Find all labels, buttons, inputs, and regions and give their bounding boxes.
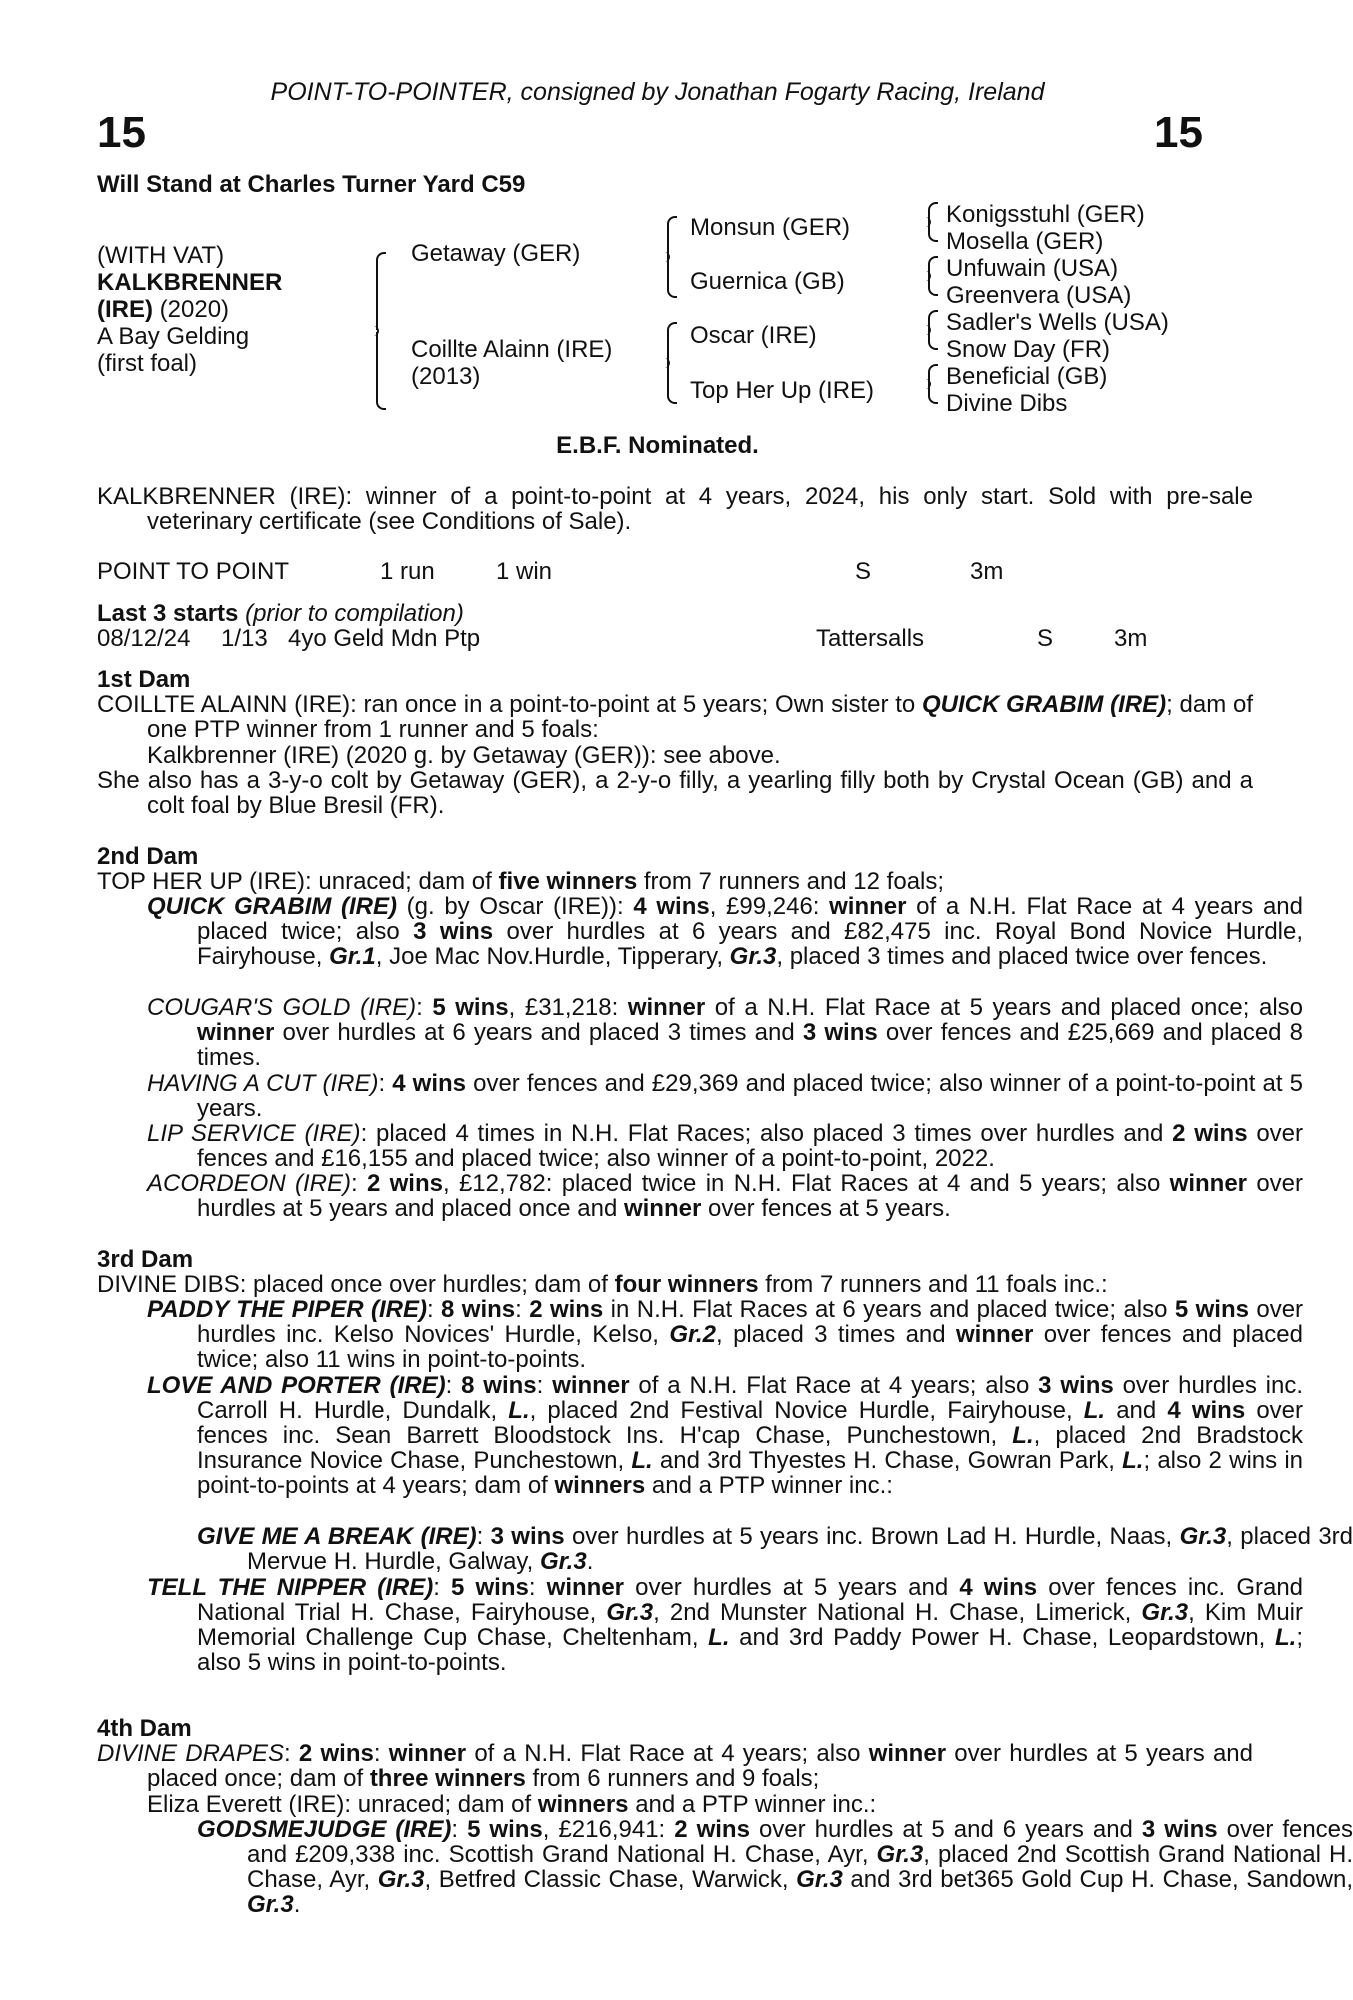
sire-dam: Guernica (GB) [690,268,845,295]
produce-godsmejudge: GODSMEJUDGE (IRE): 5 wins, £216,941: 2 wins over hurdles at 5 and 6 years and 3 wins over fences and £209,338 inc. Scottish Grand National H. Chase, Ayr, Gr.3, placed 2nd Scottish Grand National H. Chase, Ayr, Gr.3, Betfred Classic Chase, Warwick, Gr.3 and 3rd bet365 Gold Cup H. Chase, Sandown, Gr.3. [197,1816,1353,1918]
first-dam-title: 1st Dam [97,666,191,693]
record-going: S [855,558,872,585]
eliza-everett: Eliza Everett (IRE): unraced; dam of winners and a PTP winner inc.: [147,1791,877,1818]
stand-location: Will Stand at Charles Turner Yard C59 [97,171,526,198]
lot-number-right: 15 [1154,108,1203,157]
race-course: Tattersalls [816,625,925,652]
dss: Sadler's Wells (USA) [946,309,1169,336]
first-dam-produce: Kalkbrenner (IRE) (2020 g. by Getaway (GER)): see above. [147,742,781,769]
produce-having-a-cut: HAVING A CUT (IRE): 4 wins over fences and £29,369 and placed twice; also winner of a point-to-point at 5 years. [147,1070,1303,1122]
dds: Beneficial (GB) [946,363,1108,390]
record-runs: 1 run [380,558,435,585]
horse-country: (IRE) [97,296,153,323]
pedigree-brace-gen3-2 [928,256,940,296]
sire-sire: Monsun (GER) [690,214,851,241]
produce-love-and-porter: LOVE AND PORTER (IRE): 8 wins: winner of a N.H. Flat Race at 4 years; also 3 wins over hurdles inc. Carroll H. Hurdle, Dundalk, L., placed 2nd Festival Novice Hurdle, Fairyhouse, L. and 4 wins over fences inc. Sean Barrett Bloodstock Ins. H'cap Chase, Punchestown, L., placed 2nd Bradstock Insurance Novice Chase, Punchestown, L. and 3rd Thyestes H. Chase, Gowran Park, L.; also 2 wins in point-to-points at 4 years; dam of winners and a PTP winner inc.: [147,1372,1304,1499]
sdd: Greenvera (USA) [946,282,1132,309]
third-dam-title: 3rd Dam [97,1246,194,1273]
sss: Konigsstuhl (GER) [946,201,1145,228]
vat-note: (WITH VAT) [97,242,225,269]
first-dam-other-produce: She also has a 3-y-o colt by Getaway (GER), a 2-y-o filly, a yearling filly both by Crystal Ocean (GB) and a colt foal by Blue Bresil (FR). [97,767,1253,819]
produce-tell-the-nipper: TELL THE NIPPER (IRE): 5 wins: winner over hurdles at 5 years and 4 wins over fences inc. Grand National Trial H. Chase, Fairyhouse, Gr.3, 2nd Munster National H. Chase, Limerick, Gr.3, Kim Muir Memorial Challenge Cup Chase, Cheltenham, L. and 3rd Paddy Power H. Chase, Leopardstown, L.; also 5 wins in point-to-points. [147,1574,1304,1676]
dsd: Snow Day (FR) [946,336,1111,363]
produce-quick-grabim: QUICK GRABIM (IRE) (g. by Oscar (IRE)): 4 wins, £99,246: winner of a N.H. Flat Race at 4 years and placed twice; also 3 wins over hurdles at 6 years and £82,475 inc. Royal Bond Novice Hurdle, Fairyhouse, Gr.1, Joe Mac Nov.Hurdle, Tipperary, Gr.3, placed 3 times and placed twice over fences. [147,893,1304,970]
pedigree-brace-dam [667,322,679,404]
race-distance: 3m [1114,625,1148,652]
dam-sire: Oscar (IRE) [690,322,817,349]
race-date: 08/12/24 [97,625,191,652]
fourth-dam-title: 4th Dam [97,1715,192,1742]
dam-dam: Top Her Up (IRE) [690,377,875,404]
ssd: Mosella (GER) [946,228,1104,255]
sds: Unfuwain (USA) [946,255,1119,282]
horse-identity [97,242,337,377]
pedigree-brace-gen3-4 [928,364,940,404]
pedigree-brace-main [376,252,388,410]
record-label: POINT TO POINT [97,558,290,585]
race-type: 4yo Geld Mdn Ptp [288,625,481,652]
produce-acordeon: ACORDEON (IRE): 2 wins, £12,782: placed twice in N.H. Flat Races at 4 and 5 years; also winner over hurdles at 5 years and placed once and winner over fences at 5 years. [147,1170,1304,1222]
ddd: Divine Dibs [946,390,1068,417]
produce-lip-service: LIP SERVICE (IRE): placed 4 times in N.H. Flat Races; also placed 3 times over hurdles and 2 wins over fences and £16,155 and placed twice; also winner of a point-to-point, 2022. [147,1120,1304,1172]
ebf-nomination: E.B.F. Nominated. [556,432,759,459]
last-starts-heading: Last 3 starts (prior to compilation) [97,600,464,627]
fourth-dam-text: DIVINE DRAPES: 2 wins: winner of a N.H. Flat Race at 4 years; also winner over hurdles at 5 years and placed once; dam of three winners from 6 runners and 9 foals; [97,1740,1253,1792]
lot-number-left: 15 [97,108,146,157]
record-wins: 1 win [496,558,553,585]
second-dam-title: 2nd Dam [97,843,199,870]
sire: Getaway (GER) [411,240,581,267]
horse-year: (2020) [153,296,230,323]
pedigree-brace-gen3-3 [928,310,940,350]
pedigree-brace-sire [667,216,679,298]
second-dam-intro: TOP HER UP (IRE): unraced; dam of five winners from 7 runners and 12 foals; [97,868,945,895]
pedigree-brace-gen3-1 [928,202,940,242]
foal-note: (first foal) [97,350,198,377]
record-distance: 3m [970,558,1004,585]
catalogue-heading: POINT-TO-POINTER, consigned by Jonathan Fogarty Racing, Ireland [270,78,1045,106]
first-dam-text: COILLTE ALAINN (IRE): ran once in a point-to-point at 5 years; Own sister to QUICK GRABIM (IRE); dam of one PTP winner from 1 runner and 5 foals: [97,691,1253,743]
third-dam-intro: DIVINE DIBS: placed once over hurdles; dam of four winners from 7 runners and 11 foals inc.: [97,1271,1108,1298]
produce-give-me-a-break: GIVE ME A BREAK (IRE): 3 wins over hurdles at 5 years inc. Brown Lad H. Hurdle, Naas, Gr.3, placed 3rd Mervue H. Hurdle, Galway, Gr.3. [197,1523,1353,1575]
horse-description: A Bay Gelding [97,323,250,350]
horse-name: KALKBRENNER [97,269,283,296]
dam-name: Coillte Alainn (IRE) [411,336,613,363]
produce-paddy-the-piper: PADDY THE PIPER (IRE): 8 wins: 2 wins in N.H. Flat Races at 6 years and placed twice; also 5 wins over hurdles inc. Kelso Novices' Hurdle, Kelso, Gr.2, placed 3 times and winner over fences and placed twice; also 11 wins in point-to-points. [147,1296,1304,1373]
produce-cougars-gold: COUGAR'S GOLD (IRE): 5 wins, £31,218: winner of a N.H. Flat Race at 5 years and placed once; also winner over hurdles at 6 years and placed 3 times and 3 wins over fences and £25,669 and placed 8 times. [147,994,1304,1071]
race-going: S [1037,625,1054,652]
dam-year: (2013) [411,363,481,390]
horse-summary: KALKBRENNER (IRE): winner of a point-to-point at 4 years, 2024, his only start. Sold with pre-sale veterinary certificate (see Conditions of Sale). [97,483,1253,535]
race-position: 1/13 [221,625,268,652]
